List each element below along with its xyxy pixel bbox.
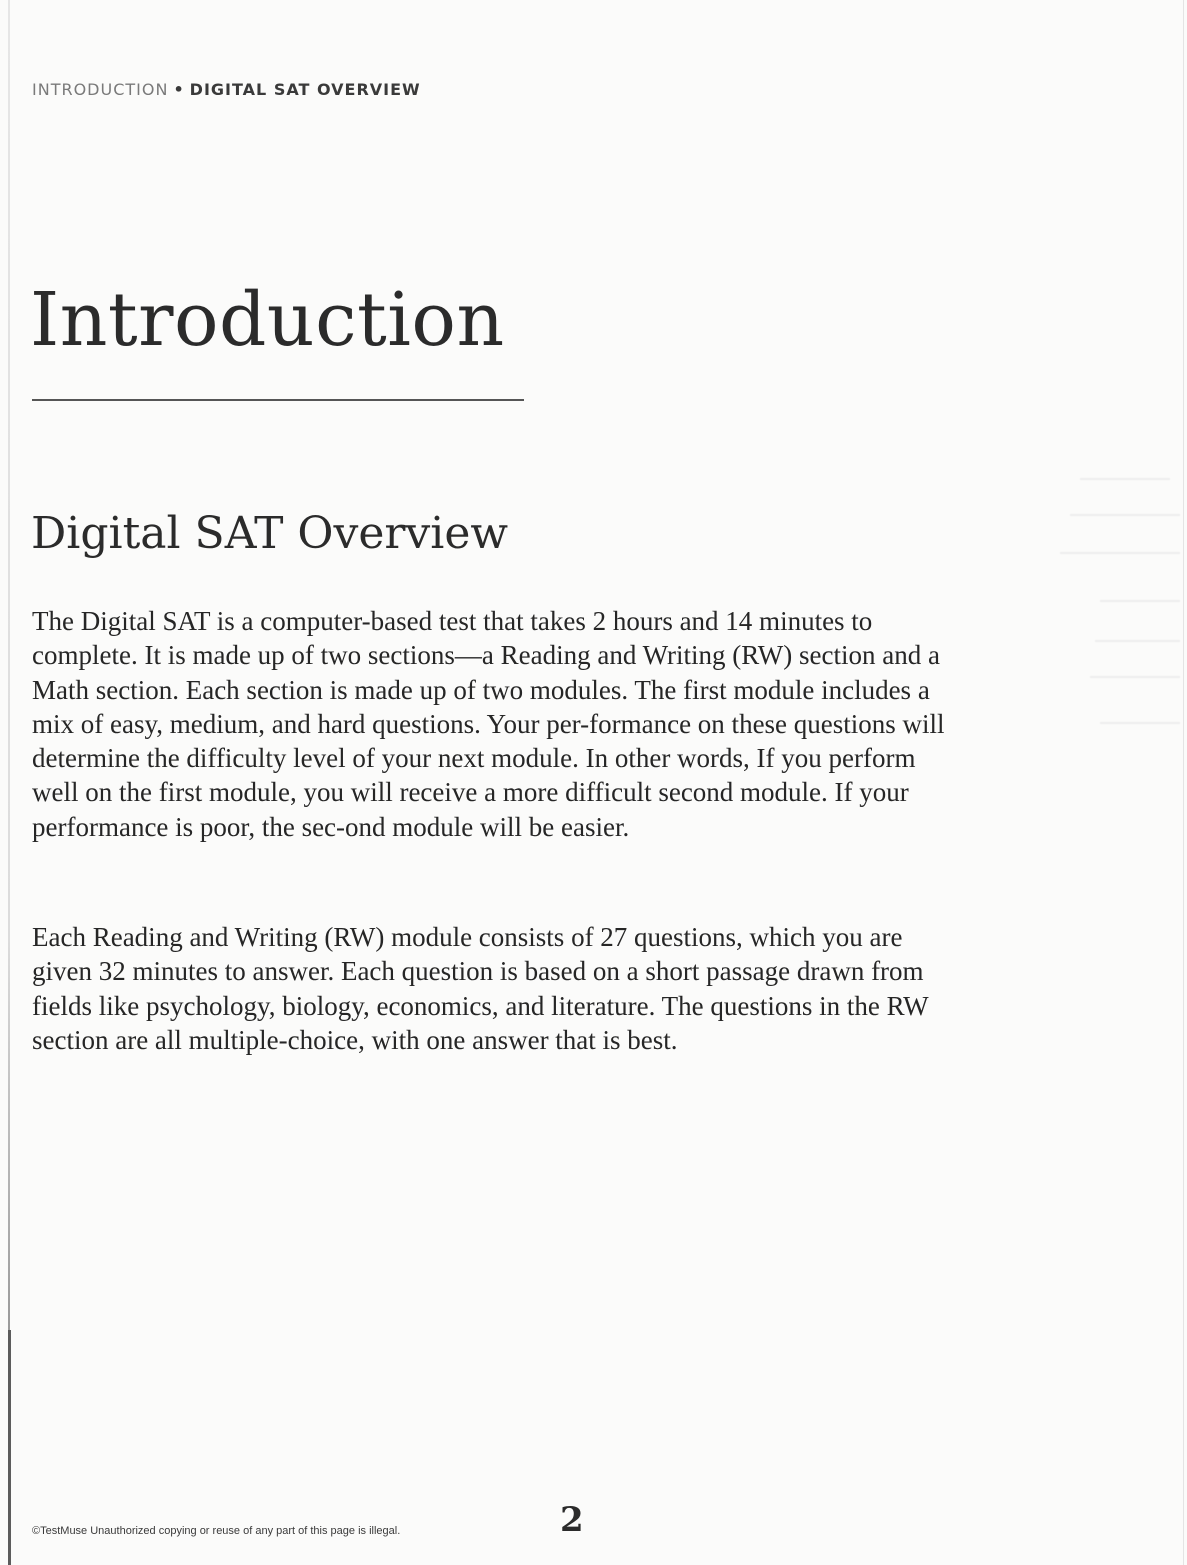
- body-paragraph: The Digital SAT is a computer-based test that takes 2 hours and 14 minutes to complete. It is made up of two sections—a Reading and Writing (RW) section and a Math section. Each section is made up of two modules. The first module includes a mix of easy, medium, and hard questions. Your per-formance on these questions will determine the difficulty level of your next module. In other words, If you perform well on the first module, you will receive a more difficult second module. If your performance is poor, the sec-ond module will be easier.: [32, 606, 945, 842]
- show-through-decoration: [1080, 478, 1170, 480]
- show-through-decoration: [1090, 676, 1180, 678]
- breadcrumb: [32, 80, 421, 99]
- body-paragraph: Each Reading and Writing (RW) module consists of 27 questions, which you are given 32 minutes to answer. Each question is based on a short passage drawn from fields like psychology, biology, economics, and literature. The questions in the RW section are all multiple-choice, with one answer that is best.: [32, 922, 929, 1055]
- show-through-decoration: [1095, 640, 1180, 642]
- breadcrumb-section: INTRODUCTION: [32, 80, 169, 99]
- show-through-decoration: [1070, 514, 1180, 516]
- show-through-decoration: [1100, 600, 1180, 602]
- section-title: Digital SAT Overview: [31, 508, 509, 559]
- show-through-decoration: [1100, 722, 1180, 724]
- page-edge-right: [1183, 0, 1184, 1565]
- page-edge-binding-shadow: [8, 1330, 11, 1565]
- breadcrumb-current: DIGITAL SAT OVERVIEW: [189, 80, 421, 99]
- breadcrumb-separator: •: [173, 80, 185, 99]
- copyright-notice: ©TestMuse Unauthorized copying or reuse of any part of this page is illegal.: [32, 1525, 401, 1537]
- show-through-decoration: [1060, 552, 1180, 554]
- chapter-title-rule: [32, 399, 524, 401]
- chapter-title: Introduction: [30, 277, 505, 363]
- page-number: 2: [560, 1500, 584, 1540]
